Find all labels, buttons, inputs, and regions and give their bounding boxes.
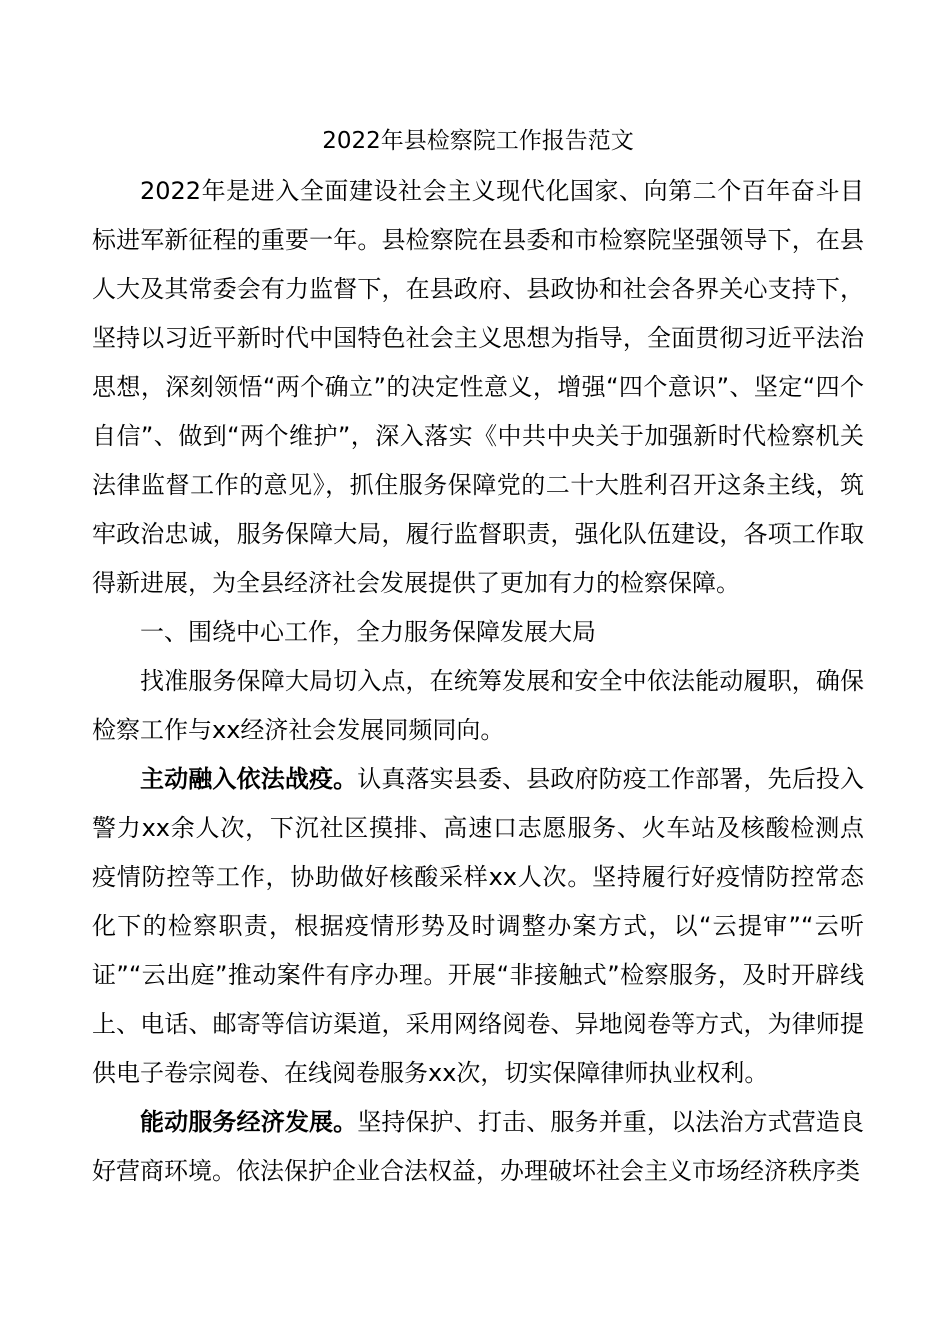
paragraph-text: 2022年是进入全面建设社会主义现代化国家、向第二个百年奋斗目标进军新征程的重要一年。县检察院在县委和市检察院坚强领导下，在县人大及其常委会有力监督下，在县政府、县政协和社会各界关心支持下，坚持以习近平新时代中国特色社会主义思想为指导，全面贯彻习近平法治思想，深刻领悟“两个确立”的决定性意义，增强“四个意识”、坚定“四个自信”、做到“两个维护”，深入落实《中共中央关于加强新时代检察机关法律监督工作的意见》，抓住服务保障党的二十大胜利召开这条主线，筑牢政治忠诚，服务保障大局，履行监督职责，强化队伍建设，各项工作取得新进展，为全县经济社会发展提供了更加有力的检察保障。: [92, 177, 864, 597]
paragraph-text: 坚持保护、打击、服务并重，以法治方式营造良好营商环境。依法保护企业合法权益，办理破坏社会主义市场经济秩序类: [92, 1108, 865, 1185]
paragraph-text: 认真落实县委、县政府防疫工作部署，先后投入警力xx余人次，下沉社区摸排、高速口志愿服务、火车站及核酸检测点疫情防控等工作，协助做好核酸采样xx人次。坚持履行好疫情防控常态化下的检察职责，根据疫情形势及时调整办案方式，以“云提审”“云听证”“云出庭”推动案件有序办理。开展“非接触式”检察服务，及时开辟线上、电话、邮寄等信访渠道，采用网络阅卷、异地阅卷等方式，为律师提供电子卷宗阅卷、在线阅卷服务xx次，切实保障律师执业权利。: [92, 765, 865, 1087]
paragraph-lead: 主动融入依法战疫。: [140, 765, 358, 793]
section-heading: [92, 608, 864, 657]
paragraph-epidemic: [92, 755, 864, 1098]
section-heading-text: 一、围绕中心工作，全力服务保障发展大局: [140, 618, 596, 646]
paragraph-intro: [92, 167, 864, 608]
document-body: [92, 117, 864, 1196]
paragraph-section-intro: [92, 657, 864, 755]
paragraph-economy: [92, 1098, 864, 1196]
paragraph-text: 找准服务保障大局切入点，在统筹发展和安全中依法能动履职，确保检察工作与xx经济社会发展同频同向。: [92, 667, 864, 744]
paragraph-lead: 能动服务经济发展。: [140, 1108, 358, 1136]
document-title: 2022年县检察院工作报告范文: [322, 128, 634, 154]
